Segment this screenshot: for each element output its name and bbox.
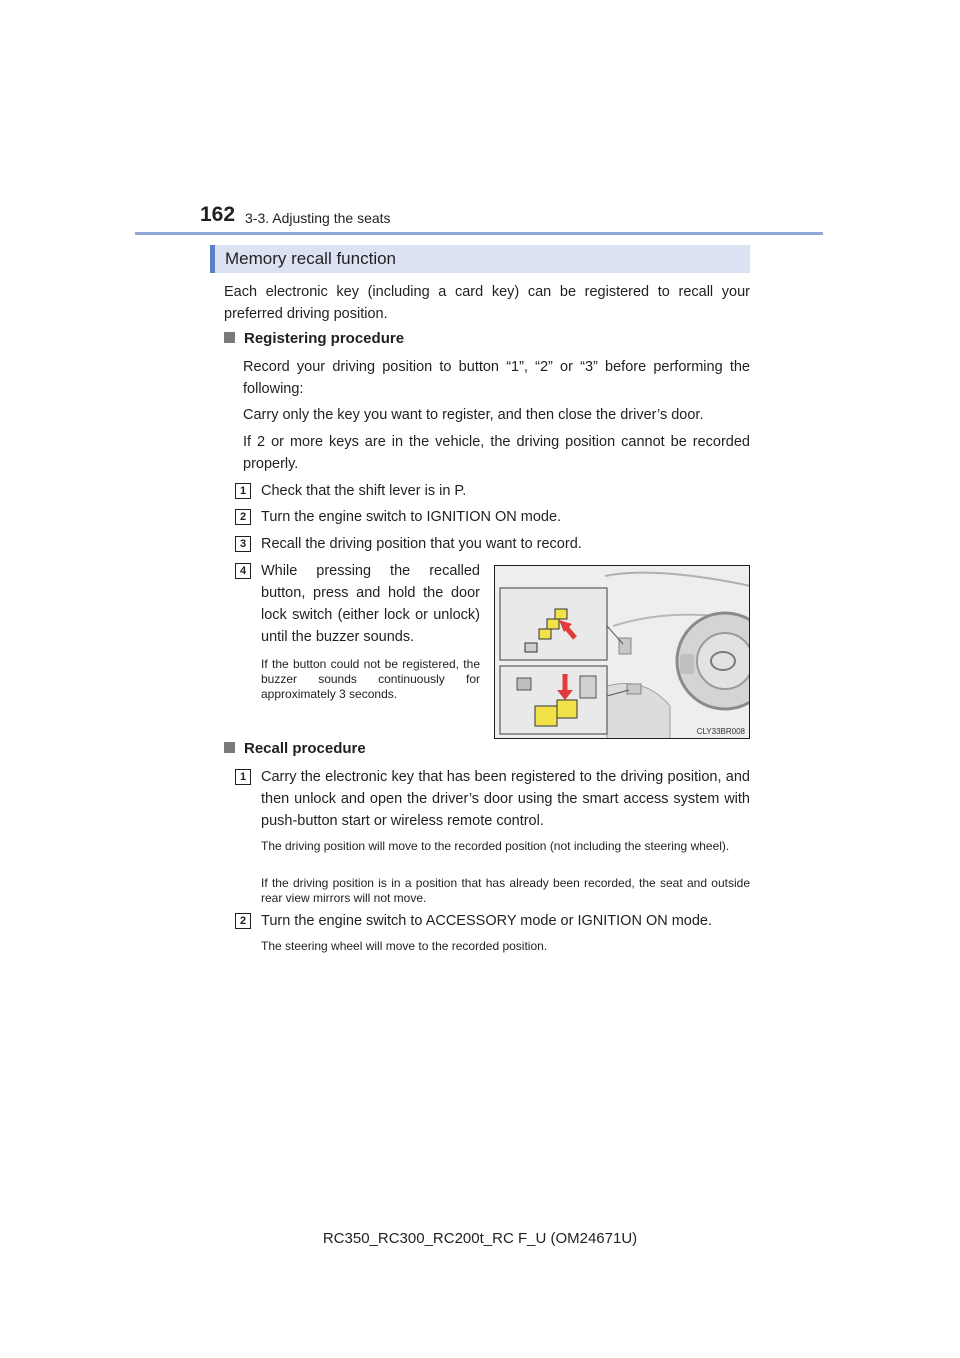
page-number: 162	[200, 203, 236, 226]
registering-step-text: Turn the engine switch to IGNITION ON mode.	[261, 509, 562, 525]
recall-heading: Recall procedure	[224, 740, 366, 757]
registering-step-text: Recall the driving position that you want to record.	[261, 536, 582, 552]
bullet-square-icon	[224, 332, 235, 343]
registering-heading: Registering procedure	[224, 330, 404, 347]
door-switch-illustration	[494, 565, 750, 739]
step-number-badge: 1	[235, 483, 251, 499]
header-divider	[135, 232, 823, 235]
section-title: Memory recall function	[225, 249, 397, 268]
step-number-badge: 2	[235, 509, 251, 525]
step-number-badge: 4	[235, 563, 251, 579]
registering-paragraph-2: Carry only the key you want to register, and then close the driver’s door.	[243, 407, 704, 423]
intro-paragraph: Each electronic key (including a card key) can be registered to recall your preferred driving position.	[224, 284, 750, 322]
registering-paragraph-3: If 2 or more keys are in the vehicle, the driving position cannot be recorded properly.	[243, 434, 750, 472]
bullet-square-icon	[224, 742, 235, 753]
registering-paragraph-1: Record your driving position to button “1”, “2” or “3” before performing the following:	[243, 359, 750, 397]
section-label: 3-3. Adjusting the seats	[245, 210, 391, 226]
registering-step-note: If the button could not be registered, the buzzer sounds continuously for approximately 3 seconds.	[261, 657, 480, 701]
recall-step-note: The steering wheel will move to the recorded position.	[261, 939, 548, 953]
step-number-badge: 2	[235, 913, 251, 929]
illustration-svg	[495, 566, 750, 739]
registering-step-text: Check that the shift lever is in P.	[261, 483, 467, 499]
section-title-box	[210, 245, 750, 273]
recall-step-note: The driving position will move to the recorded position (not including the steering wheel).	[261, 839, 730, 853]
step-number-badge: 1	[235, 769, 251, 785]
step-number-badge: 3	[235, 536, 251, 552]
figure-code: CLY33BR008	[696, 727, 745, 736]
registering-step-text: While pressing the recalled button, press and hold the door lock switch (either lock or unlock) until the buzzer sounds.	[261, 563, 480, 645]
recall-step-note: If the driving position is in a position that has already been recorded, the seat and outside rear view mirrors will not move.	[261, 876, 750, 905]
recall-step-text: Turn the engine switch to ACCESSORY mode or IGNITION ON mode.	[261, 913, 713, 929]
recall-step-text: Carry the electronic key that has been registered to the driving position, and then unlock and open the driver’s door using the smart access system with push-button start or wireless remote control.	[261, 769, 750, 829]
footer-model-code: RC350_RC300_RC200t_RC F_U (OM24671U)	[322, 1230, 638, 1247]
